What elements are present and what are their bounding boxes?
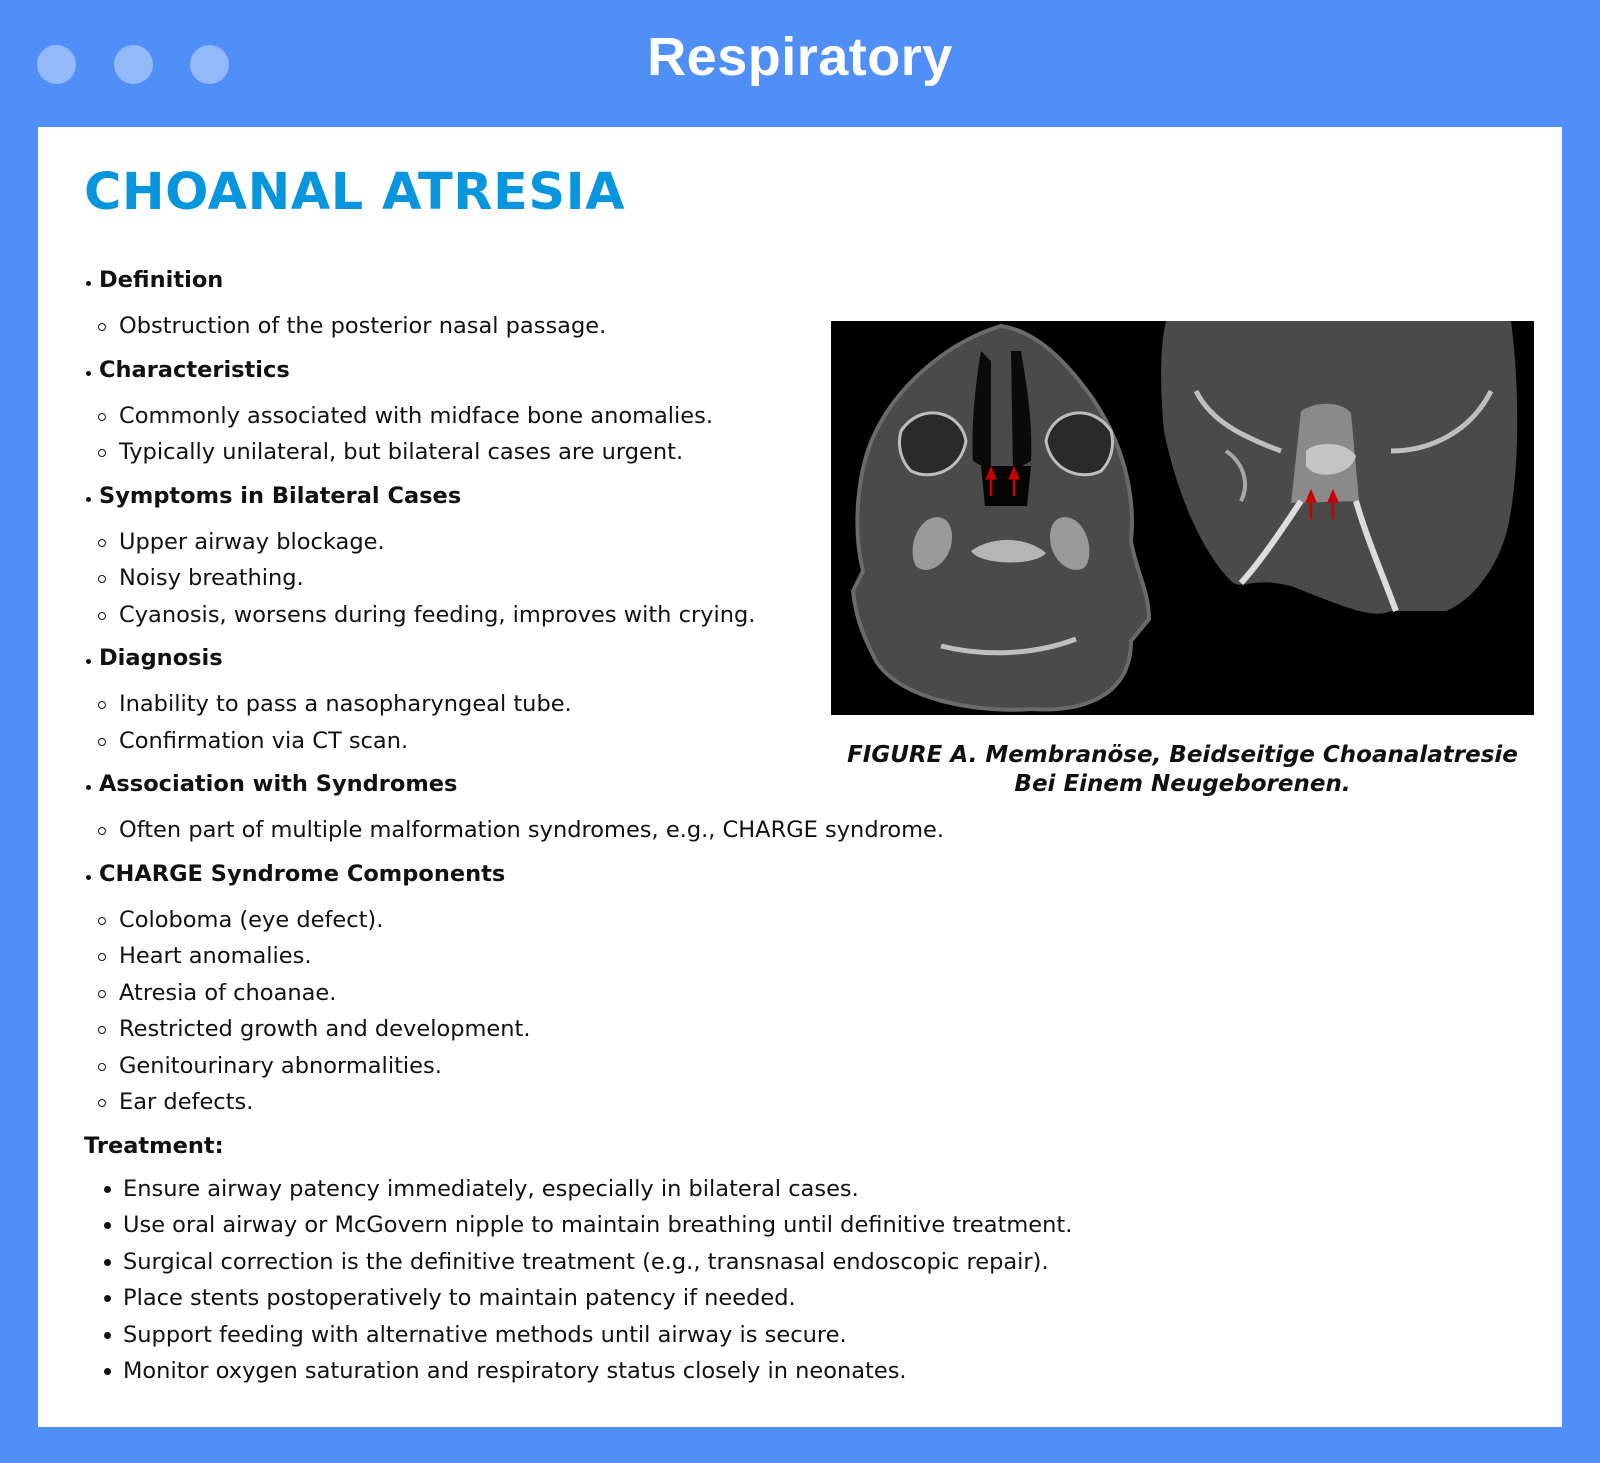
section-heading: CHARGE Syndrome Components: [84, 858, 964, 891]
treatment-item: Use oral airway or McGovern nipple to maintain breathing until definitive treatment.: [84, 1207, 964, 1244]
caption-line: Bei Einem Neugeborenen.: [1014, 771, 1351, 797]
treatment-item: Ensure airway patency immediately, especially in bilateral cases.: [84, 1171, 964, 1208]
page-title: CHOANAL ATRESIA: [84, 163, 626, 222]
ct-scan-image: [831, 321, 1534, 715]
treatment-heading: Treatment:: [84, 1132, 224, 1159]
list-item: Atresia of choanae.: [84, 975, 964, 1012]
section-heading: Characteristics: [84, 354, 964, 387]
treatment-item: Place stents postoperatively to maintain patency if needed.: [84, 1280, 964, 1317]
content-panel: [38, 127, 1562, 1427]
title-bar: [0, 0, 1600, 127]
section-heading: Symptoms in Bilateral Cases: [84, 480, 964, 513]
list-item: Typically unilateral, but bilateral cases are urgent.: [84, 434, 964, 471]
list-item: Heart anomalies.: [84, 938, 964, 975]
list-item: Obstruction of the posterior nasal passage.: [84, 308, 964, 345]
list-item: Genitourinary abnormalities.: [84, 1048, 964, 1085]
treatment-list: [84, 1171, 1073, 1390]
list-item: Coloboma (eye defect).: [84, 902, 964, 939]
list-item: Upper airway blockage.: [84, 524, 964, 561]
list-item: Often part of multiple malformation syndromes, e.g., CHARGE syndrome.: [84, 812, 964, 849]
list-item: Restricted growth and development.: [84, 1011, 964, 1048]
figure-caption: [831, 741, 1534, 799]
list-item: Cyanosis, worsens during feeding, improves with crying.: [84, 597, 964, 634]
list-item: Confirmation via CT scan.: [84, 723, 964, 760]
section-heading: Definition: [84, 264, 964, 297]
treatment-item: Support feeding with alternative methods until airway is secure.: [84, 1317, 964, 1354]
ct-figure: [831, 321, 1534, 799]
caption-line: FIGURE A. Membranöse, Beidseitige Choanalatresie: [847, 742, 1518, 768]
window-title: Respiratory: [647, 27, 953, 87]
list-item: Inability to pass a nasopharyngeal tube.: [84, 686, 964, 723]
section-items: [84, 902, 964, 1121]
treatment-item: Surgical correction is the definitive treatment (e.g., transnasal endoscopic repair).: [84, 1244, 964, 1281]
section-heading: Association with Syndromes: [84, 768, 964, 801]
list-item: Commonly associated with midface bone anomalies.: [84, 398, 964, 435]
list-item: Ear defects.: [84, 1084, 964, 1121]
section-heading: Diagnosis: [84, 642, 964, 675]
list-item: Noisy breathing.: [84, 560, 964, 597]
section-items: [84, 812, 964, 849]
treatment-item: Monitor oxygen saturation and respiratory status closely in neonates.: [84, 1353, 964, 1390]
